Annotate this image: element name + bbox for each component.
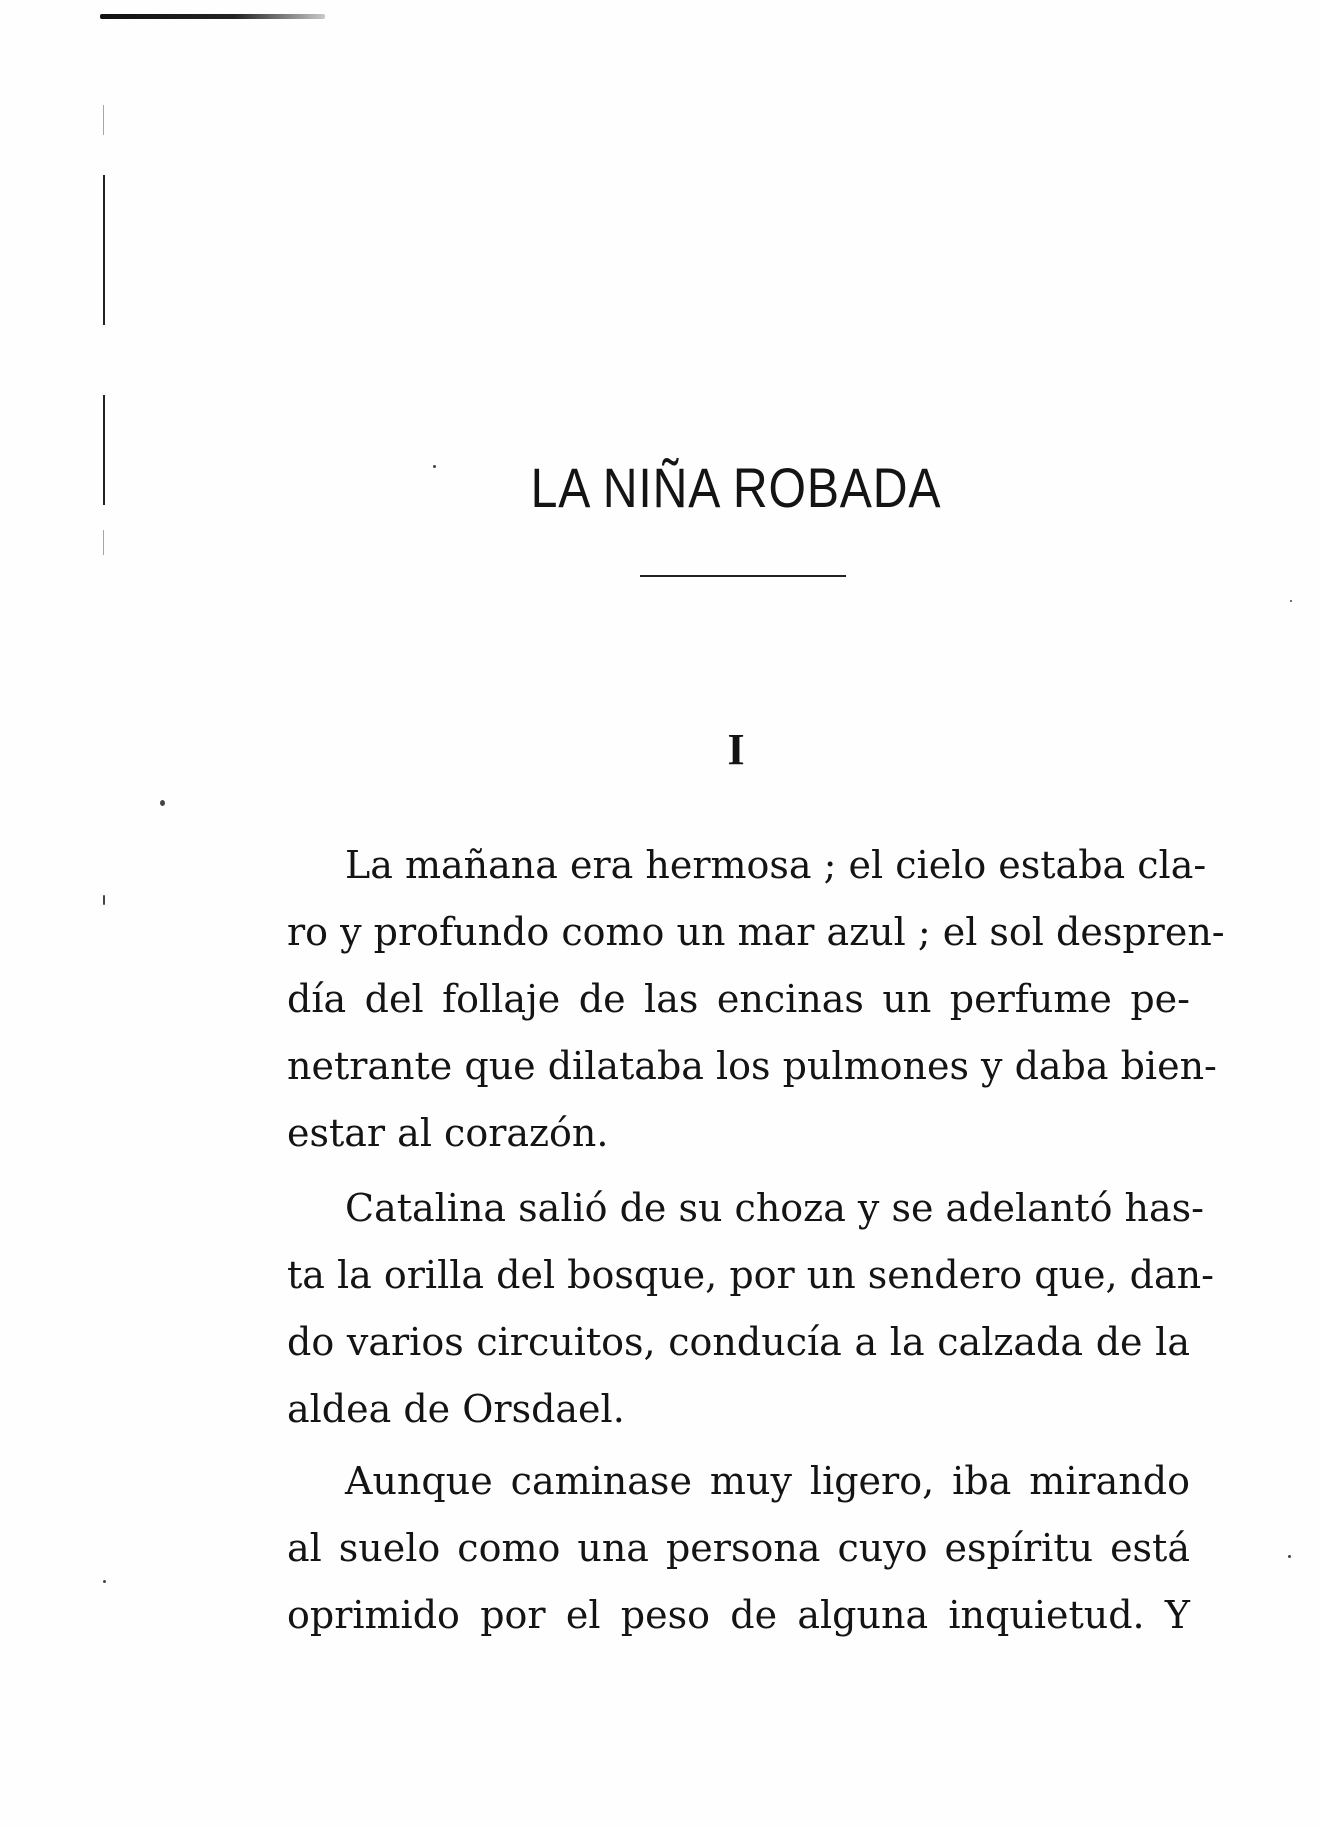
text-line: ro y profundo como un mar azul ; el sol despren- <box>287 910 1225 954</box>
text-line: ta la orilla del bosque, por un sendero que, dan- <box>287 1253 1214 1297</box>
scan-margin-line <box>103 105 104 135</box>
text-line: do varios circuitos, conducía a la calzada de la <box>287 1320 1190 1364</box>
text-line: oprimido por el peso de alguna inquietud. Y <box>287 1593 1190 1637</box>
text-line: Catalina salió de su choza y se adelantó has- <box>345 1186 1204 1230</box>
paragraph-1 <box>287 832 1225 1167</box>
scan-margin-line <box>103 175 105 325</box>
story-title: LA NIÑA ROBADA <box>530 456 942 519</box>
text-line: aldea de Orsdael. <box>287 1387 625 1431</box>
scan-speck <box>1290 600 1292 602</box>
scan-edge-mark <box>100 14 325 19</box>
chapter-number: I <box>727 725 745 774</box>
text-line: al suelo como una persona cuyo espíritu está <box>287 1526 1190 1570</box>
scan-speck <box>1288 1555 1291 1558</box>
paragraph-2 <box>287 1175 1214 1443</box>
scan-speck <box>160 800 165 806</box>
text-line: La mañana era hermosa ; el cielo estaba cla- <box>345 843 1207 887</box>
title-divider <box>640 575 846 577</box>
text-line: estar al corazón. <box>287 1111 609 1155</box>
text-line: netrante que dilataba los pulmones y daba bien- <box>287 1044 1217 1088</box>
text-line: día del follaje de las encinas un perfume pe- <box>287 977 1190 1021</box>
scan-speck <box>103 1580 106 1583</box>
scan-speck <box>103 895 105 905</box>
scan-margin-line <box>103 530 104 555</box>
text-line: Aunque caminase muy ligero, iba mirando <box>345 1459 1190 1503</box>
paragraph-3 <box>287 1448 1190 1649</box>
